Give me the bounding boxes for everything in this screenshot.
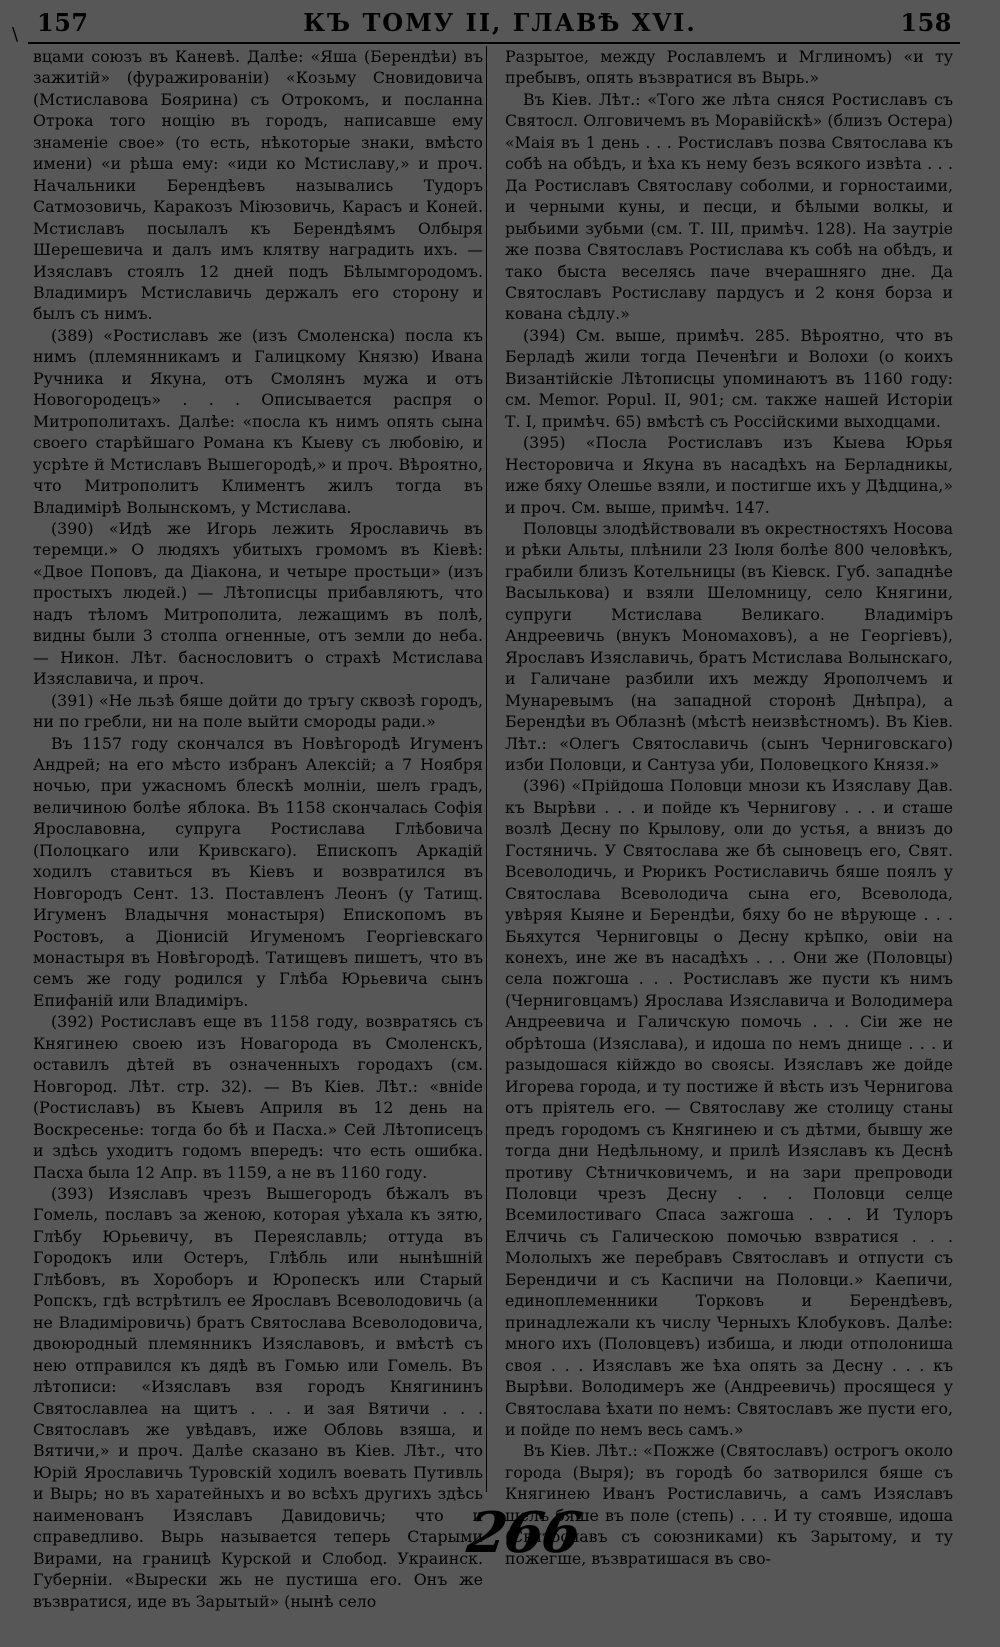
left-column bbox=[33, 46, 483, 1611]
paragraph: Въ 1157 году скончался въ Новѣгородѣ Игуменъ Андрей; на его мѣсто избранъ Алексій; а 7 Ноября ночью, при ужасномъ блескѣ молніи, шелъ градъ, величиною болѣе яблока. Въ 1158 скончалась Софія Ярославовна, супруга Ростислава Глѣбовича (Полоцкаго или Кривскаго). Епископъ Аркадій ходилъ ставиться въ Кіевъ и возвратился въ Новгородъ Сент. 13. Поставленъ Леонъ (у Татищ. Игуменъ Владычня монастыря) Епископомъ въ Ростовъ, а Діонисій Игуменомъ Георгіевскаго монастыря въ Новѣгородѣ. Татищевъ пишетъ, что въ семъ же году родился у Глѣба Юрьевича сынъ Епифаній или Владиміръ. bbox=[33, 733, 483, 1010]
paragraph: (393) Изяславъ чрезъ Вышегородъ бѣжалъ въ Гомель, пославъ за женою, которая уѣхала къ зятю, Глѣбу Юрьевичу, въ Переяславль; оттуда въ Городокъ или Остеръ, Глѣбль или нынѣшній Глѣбовъ, въ Хороборъ и Юропескъ или Старый Ропскъ, гдѣ встрѣтилъ ее Ярославъ Всеволодовичь (а не Владиміровичь) братъ Святослава Всеволодовича, двоюродный племянникъ Изяславовъ, и вмѣстѣ съ нею отправился къ дядѣ въ Гомью или Гомель. Въ лѣтописи: «Изяславъ взя городъ Княгининъ Святославлеа на щитъ . . . и зая Вятичи . . . Святославъ же увѣдавъ, иже Обловь взяша, и Вятичи,» и проч. Далѣе сказано въ Кіев. Лѣт., что Юрій Ярославичь Туровскій ходилъ воевать Путивль и Вырь; но въ харатейныхъ и во всѣхъ другихъ здѣсь наименованъ Изяславъ Давидовичь; что и справедливо. Вырь называется теперь Старыми Вирами, на границѣ Курской и Слобод. Украинск. Губерніи. «Вырески жь не пустиша его. Онъ же възвратися, иде въ Зарытый» (нынѣ село bbox=[33, 1184, 483, 1611]
paragraph: (392) Ростиславъ еще въ 1158 году, возвратясь съ Княгинею своею изъ Новагорода въ Смоленскъ, оставилъ дѣтей въ означенныхъ городахъ (см. Новгород. Лѣт. стр. 32). — Въ Кіев. Лѣт.: «внide (Ростиславъ) въ Кыевъ Априля въ 12 день на Воскресенье: тогда бо бѣ и Пасха.» Сей Лѣтописецъ и здѣсь уходитъ годомъ впередъ: что есть ошибка. Пасха была 12 Апр. въ 1159, а не въ 1160 году. bbox=[33, 1012, 483, 1182]
header-rule bbox=[28, 42, 960, 44]
margin-mark: \ bbox=[12, 24, 19, 45]
paragraph: Въ Кіев. Лѣт.: «Того же лѣта сняся Ростиславъ съ Святосл. Олговичемъ въ Моравійскѣ» (близъ Остера) «Маія въ 1 день . . . Ростиславъ позва Святослава къ собѣ на обѣдъ, и ѣха къ нему безъ всякого извѣта . . . Да Ростиславъ Святославу соболми, и горностаими, и черными куны, и песци, и бѣлыми волкы, и рыбьими зубьми (см. Т. III, примѣч. 128). На заутріе же позва Святославъ Ростислава къ собѣ на обѣдъ, и тако быста веселясь паче вчерашняго дне. Да Святославъ Ростиславу пардусъ и 2 коня борза и кована сѣдлу.» bbox=[505, 89, 953, 324]
paragraph: вцами союзъ въ Каневѣ. Далѣе: «Яша (Берендѣи) въ зажитій» (фуражированіи) «Козьму Сновидовича (Мстиславова Боярина) съ Отрокомъ, и посланна Отрока того нощію въ городъ, написавше ему знаменіе свое» (то есть, нѣкоторые знаки, вмѣсто имени) «и рѣша ему: «иди ко Мстиславу,» и проч. Начальники Берендѣевъ назывались Тудоръ Сатмозовичь, Каракозъ Міюзовичь, Карасъ и Коней. Мстиславъ посылалъ къ Берендѣямъ Олбыря Шерешевича и далъ имъ клятву наградить ихъ. — Изяславъ стоялъ 12 дней подъ Бѣлымгородомъ. Владимиръ Мстиславичь держалъ его сторону и былъ съ нимъ. bbox=[33, 47, 483, 324]
column-divider bbox=[486, 46, 487, 1492]
paragraph: (389) «Ростиславъ же (изъ Смоленска) посла къ нимъ (племянникамъ и Галицкому Князю) Ивана Ручника и Якуна, отъ Смолянъ мужа и отъ Новогородецъ» . . . Описывается распря о Митрополитахъ. Далѣе: «посла къ нимъ опять сына своего старѣйшаго Романа къ Кыеву съ любовію, и усрѣте й Мстиславъ Вышегородѣ,» и проч. Вѣроятно, что Митрополитъ Климентъ жилъ тогда въ Владимірѣ Волынскомъ, у Мстислава. bbox=[33, 325, 483, 517]
running-title: КЪ ТОМУ II, ГЛАВѢ XVI. bbox=[303, 8, 697, 37]
paragraph: (395) «Посла Ростиславъ изъ Кыева Юрья Несторовича и Якуна въ насадѣхъ на Берладникы, иже бяху Олешье взяли, и постигше ихъ у Дѣдцина,» и проч. См. выше, примѣч. 147. bbox=[505, 433, 953, 517]
paragraph: Половцы злодѣйствовали въ окрестностяхъ Носова и рѣки Альты, плѣнили 23 Іюля болѣе 800 человѣкъ, грабили близъ Котельницы (въ Кіевск. Губ. западнѣе Васылькова) и взяли Шеломницу, село Княгини, супруги Мстислава Великаго. Владиміръ Андреевичь (внукъ Мономаховъ), а не Георгіевъ), Ярославъ Изяславичь, братъ Мстислава Волынскаго, и Галичане разбили ихъ между Ярополчемъ и Мунаревымъ (на западной сторонѣ Днѣпра), а Берендѣи въ Облазнѣ (мѣстѣ неизвѣстномъ). Въ Кіев. Лѣт.: «Олегъ Святославичь (сынъ Черниговскаго) изби Половци, и Сантуза уби, Половецкого Князя.» bbox=[505, 518, 953, 774]
page-header bbox=[0, 6, 1000, 45]
paragraph: (390) «Идѣ же Игорь лежить Ярославичь въ теремци.» О людяхъ убитыхъ громомъ въ Кіевѣ: «Двое Поповъ, да Діакона, и четыре простьци» (изъ простыхъ людей.) — Лѣтописцы прибавляютъ, что надъ тѣломъ Митрополита, лежащимъ въ полѣ, видны были 3 столпа огненные, отъ земли до неба. — Никон. Лѣт. баснословитъ о страхѣ Мстислава Изяславича, и проч. bbox=[33, 518, 483, 689]
paragraph: (391) «Не льзѣ бяше дойти до тръгу сквозѣ городъ, ни по гребли, ни на поле выйти смороды ради.» bbox=[33, 690, 483, 732]
page-number-right: 158 bbox=[900, 8, 952, 37]
handwritten-page-number: 266 bbox=[463, 1500, 584, 1566]
page-number-left: 157 bbox=[37, 8, 89, 37]
paragraph: Разрытое, между Рославлемъ и Мглиномъ) «и ту пребывъ, опять възвратися въ Вырь.» bbox=[505, 47, 953, 88]
paragraph: Въ Кіев. Лѣт.: «Пожже (Святославъ) острогъ около города (Выря); въ городѣ бо затворился бяше съ Княгинею Иванъ Ростиславичь, а самъ Изяславъ шелъ бяше въ поле (степь) . . . И ту стоявше, идоша (Святославъ съ союзниками) къ Зарытому, и ту пожегше, възвратишася въ сво- bbox=[505, 1441, 953, 1568]
paragraph: (394) См. выше, примѣч. 285. Вѣроятно, что въ Берладѣ жили тогда Печенѣги и Волохи (о коихъ Византійскіе Лѣтописцы упоминаютъ въ 1160 году: см. Memor. Popul. II, 901; см. также нашей Исторіи Т. I, примѣч. 65) вмѣстѣ съ Россійскими выходцами. bbox=[505, 325, 953, 431]
paragraph: (396) «Прійдоша Половци мнози къ Изяславу Дав. къ Вырѣви . . . и пойде къ Чернигову . . . и сташе возлѣ Десну по Крылову, оли до устья, а внизъ до Гостяничь. У Святослава же бѣ сыновецъ его, Свят. Всеволодичь, и Рюрикъ Ростиславичь бяше поялъ у Святослава Всеволодича сына его, Всеволода, увѣряя Кыяне и Берендѣи, бяху бо не вѣрующе . . . Бьяхутся Черниговцы о Десну крѣпко, овіи на конехъ, ине же въ насадѣхъ . . . Они же (Половцы) села пожгоша . . . Ростиславъ же пусти къ нимъ (Черниговцамъ) Ярослава Изяславича и Володимера Андреевича и Галичскую помочь . . . Сіи же не обрѣтоша (Изяслава), и идоша по немъ днище . . . и разыдошася кійждо во своясы. Изяславъ же дойде Игорева города, и ту постиже й вѣсть изъ Чернигова отъ пріятель его. — Святославу же столицу станы предъ городомъ съ Княгинею и съ дѣтми, бывшу же тогда дни Недѣльному, и прилѣ Изяславъ къ Деснѣ противу Сѣтничковичемъ, и на зари препроводи Половци чрезъ Десну . . . Половци селце Всемилостиваго Спаса зажгоша . . . И Тулоръ Елчичь съ Галическою помочью взвратися . . . Мололыхъ же перебравъ Святославъ и отпусти съ Берендичи и съ Каспичи на Половци.» Каепичи, единоплеменники Торковъ и Берендѣевъ, принадлежали къ числу Черныхъ Клобуковъ. Далѣе: много ихъ (Половцевъ) избиша, и люди отполониша своя . . . Изяславъ же ѣха опять за Десну . . . къ Вырѣви. Володимеръ же (Андреевичь) просящеся у Святослава ѣхати по немъ: Святославъ же пусти его, и пойде по немъ весь самъ.» bbox=[505, 776, 953, 1439]
